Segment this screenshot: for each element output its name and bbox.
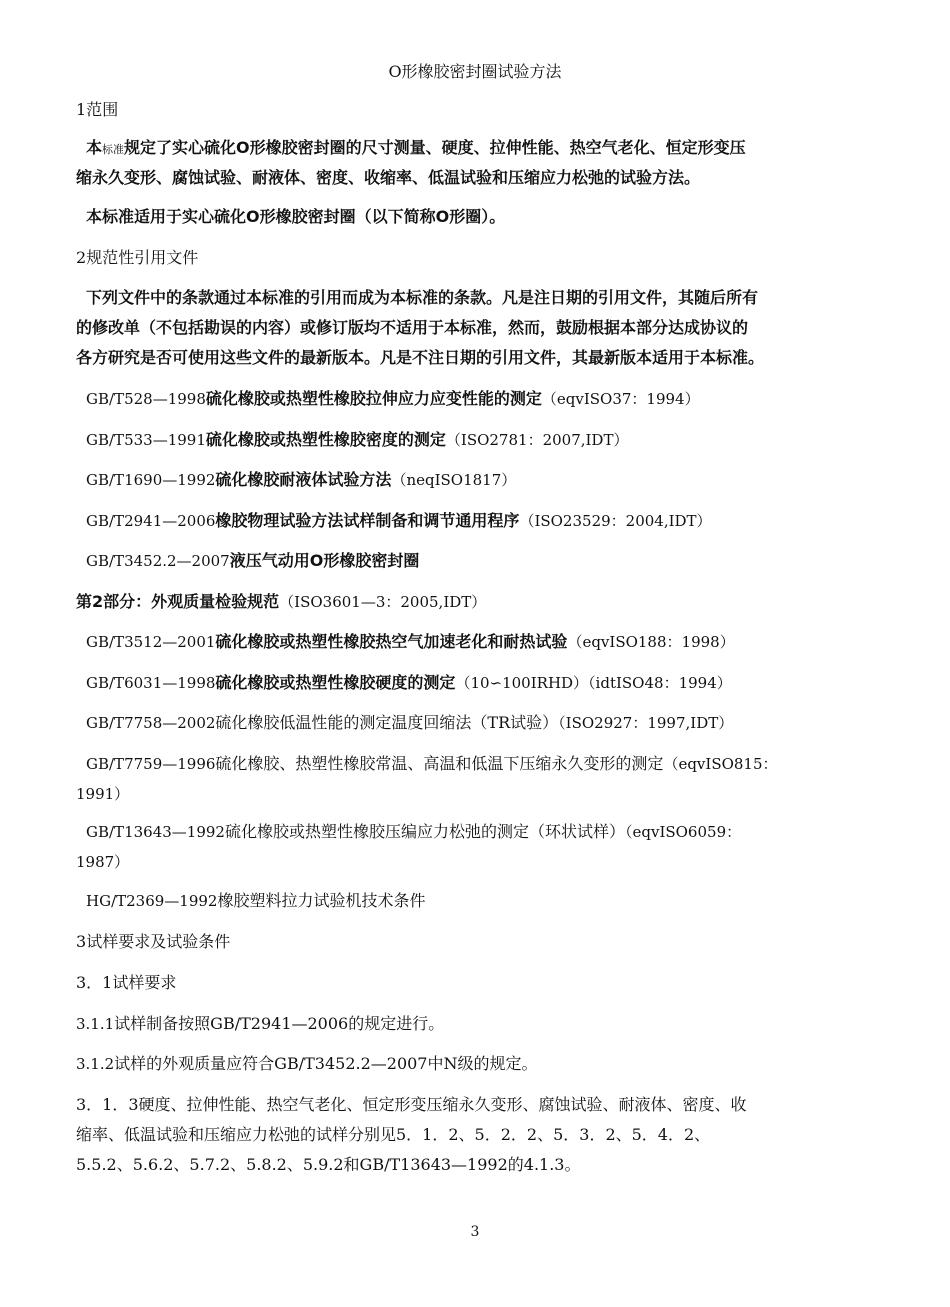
reference-item: GB/T7759—1996硫化橡胶、热塑性橡胶常温、高温和低温下压缩永久变形的测定（eqvISO815： xyxy=(86,754,778,773)
section-3-1-3-line-2: 缩率、低温试验和压缩应力松弛的试样分别见5．1．2、5．2．2、5．3．2、5．4．2、 xyxy=(76,1125,711,1144)
section-3-heading xyxy=(76,930,876,954)
section-3-1-3-line-1: 3．1．3硬度、拉伸性能、热空气老化、恒定形变压缩永久变形、腐蚀试验、耐液体、密度、收 xyxy=(76,1095,747,1114)
reference-item-continuation: 1991） xyxy=(76,785,130,803)
section-1-paragraph-2: 本标准适用于实心硫化O形橡胶密封圈（以下简称O形圈）。 xyxy=(86,207,506,226)
section-2-number: 2 xyxy=(76,248,87,267)
section-1-paragraph-1-line-2: 缩永久变形、腐蚀试验、耐液体、密度、收缩率、低温试验和压缩应力松弛的试验方法。 xyxy=(76,168,701,187)
section-2-heading xyxy=(76,246,876,270)
section-3-title: 试样要求及试验条件 xyxy=(86,932,231,951)
section-3-1-heading: 3．1试样要求 xyxy=(76,973,177,992)
reference-item: GB/T3512—2001硫化橡胶或热塑性橡胶热空气加速老化和耐热试验（eqvISO188：1998） xyxy=(86,632,735,651)
section-1-heading xyxy=(76,98,876,122)
reference-item: GB/T528—1998硫化橡胶或热塑性橡胶拉伸应力应变性能的测定（eqvISO37：1994） xyxy=(86,389,700,408)
reference-item: HG/T2369—1992橡胶塑料拉力试验机技术条件 xyxy=(86,891,426,910)
section-3-number: 3 xyxy=(76,932,87,951)
section-1-title: 范围 xyxy=(86,100,119,119)
reference-item: GB/T3452.2—2007液压气动用O形橡胶密封圈 xyxy=(86,551,420,570)
section-3-1-2: 3.1.2试样的外观质量应符合GB/T3452.2—2007中N级的规定。 xyxy=(76,1054,538,1073)
section-2-title: 规范性引用文件 xyxy=(86,248,199,267)
section-2-paragraph-line-3: 各方研究是否可使用这些文件的最新版本。凡是不注日期的引用文件，其最新版本适用于本标准。 xyxy=(76,348,765,367)
reference-item: GB/T2941—2006橡胶物理试验方法试样制备和调节通用程序（ISO23529：2004,IDT） xyxy=(86,511,712,530)
section-1-number: 1 xyxy=(76,100,87,119)
reference-item: 第2部分：外观质量检验规范（ISO3601—3：2005,IDT） xyxy=(76,592,487,611)
document-title: O形橡胶密封圈试验方法 xyxy=(388,62,562,81)
reference-item: GB/T6031—1998硫化橡胶或热塑性橡胶硬度的测定（10∽100IRHD）（idtISO48：1994） xyxy=(86,673,732,692)
page-number: 3 xyxy=(470,1224,480,1240)
reference-item-continuation: 1987） xyxy=(76,853,130,871)
section-2-paragraph-line-2: 的修改单（不包括勘误的内容）或修订版均不适用于本标准，然而，鼓励根据本部分达成协议的 xyxy=(76,318,749,337)
reference-item: GB/T7758—2002硫化橡胶低温性能的测定温度回缩法（TR试验）（ISO2927：1997,IDT） xyxy=(86,713,734,732)
section-2-paragraph-line-1: 下列文件中的条款通过本标准的引用而成为本标准的条款。凡是注日期的引用文件，其随后所有 xyxy=(86,288,759,307)
section-3-1-1: 3.1.1试样制备按照GB/T2941—2006的规定进行。 xyxy=(76,1014,445,1033)
section-1-paragraph-1-line-1: 本标准规定了实心硫化O形橡胶密封圈的尺寸测量、硬度、拉伸性能、热空气老化、恒定形变压 xyxy=(86,138,746,157)
reference-item: GB/T533—1991硫化橡胶或热塑性橡胶密度的测定（ISO2781：2007,IDT） xyxy=(86,430,629,449)
section-3-1-3-line-3: 5.5.2、5.6.2、5.7.2、5.8.2、5.9.2和GB/T13643—1992的4.1.3。 xyxy=(76,1155,581,1174)
reference-item: GB/T13643—1992硫化橡胶或热塑性橡胶压编应力松弛的测定（环状试样）（eqvISO6059： xyxy=(86,822,742,841)
reference-item: GB/T1690—1992硫化橡胶耐液体试验方法（neqISO1817） xyxy=(86,470,517,489)
